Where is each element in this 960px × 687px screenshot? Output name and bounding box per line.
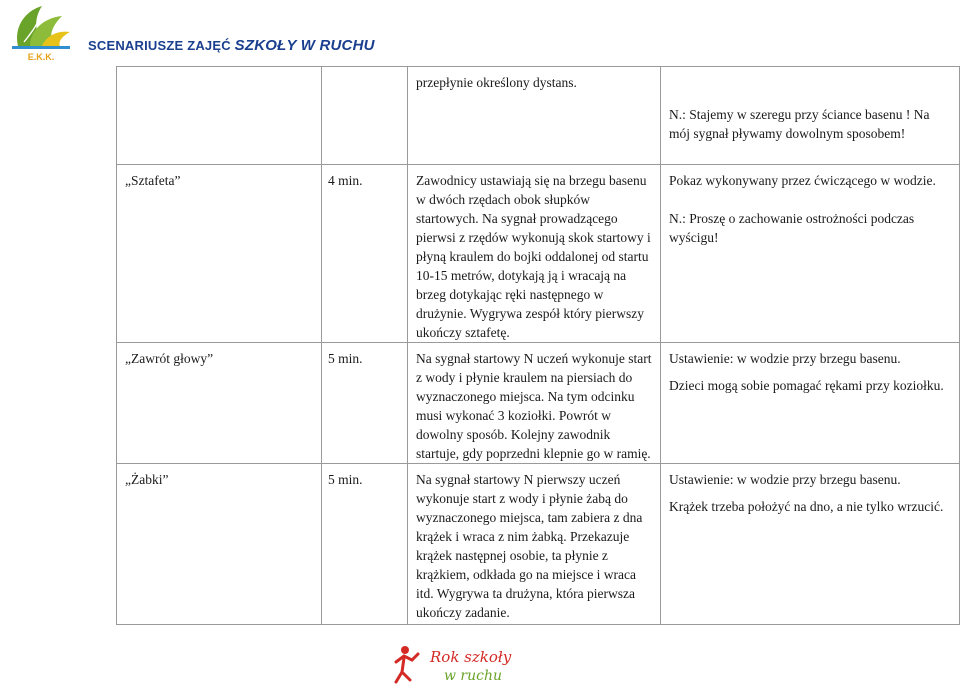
exercise-time-cell: 4 min. bbox=[322, 165, 408, 343]
series-title-emphasis: SZKOŁY W RUCHU bbox=[234, 37, 375, 54]
exercise-name-cell: „Sztafeta” bbox=[117, 165, 322, 343]
exercise-description-cell bbox=[408, 165, 661, 343]
exercise-time-cell: 5 min. bbox=[322, 464, 408, 625]
exercise-time-cell bbox=[322, 67, 408, 165]
exercise-description-cell bbox=[408, 464, 661, 625]
rok-szkoly-w-ruchu-logo bbox=[392, 642, 512, 686]
description-text: Na sygnał startowy N pierwszy uczeń wykonuje start z wody i płynie żabą do wyznaczonego miejsca, tam zabiera z dna krążek i wraca z nim żabką. Przekazuje krążek następnej osobie, ta płynie z krążkiem, odkłada go na miejsce i wraca itd. Wygrywa ta drużyna, która pierwsza ukończy zadanie. bbox=[416, 472, 643, 620]
exercise-notes-cell bbox=[661, 67, 960, 165]
exercise-name-cell: „Żabki” bbox=[117, 464, 322, 625]
svg-text:E.K.K.: E.K.K. bbox=[27, 52, 55, 62]
exercise-name-cell bbox=[117, 67, 322, 165]
exercise-notes-cell bbox=[661, 343, 960, 464]
notes-text: N.: Proszę o zachowanie ostrożności podczas wyścigu! bbox=[669, 211, 915, 245]
page-header bbox=[0, 0, 960, 70]
table-row bbox=[117, 343, 960, 464]
table-row bbox=[117, 67, 960, 165]
exercise-notes-cell bbox=[661, 165, 960, 343]
table-row bbox=[117, 464, 960, 625]
exercise-time-cell: 5 min. bbox=[322, 343, 408, 464]
lesson-plan-table bbox=[116, 66, 960, 625]
series-title bbox=[88, 37, 375, 54]
table-row bbox=[117, 165, 960, 343]
notes-text: Ustawienie: w wodzie przy brzegu basenu. bbox=[669, 472, 901, 487]
svg-text:w ruchu: w ruchu bbox=[444, 668, 503, 684]
exercise-notes-cell bbox=[661, 464, 960, 625]
notes-text: Ustawienie: w wodzie przy brzegu basenu. bbox=[669, 351, 901, 366]
description-text: przepłynie określony dystans. bbox=[416, 75, 577, 90]
exercise-name-cell: „Zawrót głowy” bbox=[117, 343, 322, 464]
series-title-plain: SCENARIUSZE ZAJĘĆ bbox=[88, 38, 231, 53]
description-text: Zawodnicy ustawiają się na brzegu basenu w dwóch rzędach obok słupków startowych. Na sygnał prowadzącego pierwsi z rzędów wykonują skok startowy i płyną kraulem do bojki oddalonej od startu 10-15 metrów, dotykają ją i wracają na brzeg dotykając ręki następnego w drużynie. Wygrywa zespół który pierwszy ukończy sztafetę. bbox=[416, 173, 651, 340]
exercise-description-cell bbox=[408, 67, 661, 165]
svg-text:Rok szkoły: Rok szkoły bbox=[430, 648, 512, 666]
ekk-logo bbox=[8, 2, 74, 64]
description-text: Na sygnał startowy N uczeń wykonuje start z wody i płynie kraulem na piersiach do wyznaczonego miejsca. Na tym odcinku musi wykonać 3 koziołki. Powrót w dowolny sposób. Kolejny zawodnik startuje, gdy poprzedni klepnie go w ramię. bbox=[416, 351, 652, 461]
notes-text: Dzieci mogą sobie pomagać rękami przy koziołku. bbox=[669, 378, 944, 393]
notes-text: Krążek trzeba położyć na dno, a nie tylko wrzucić. bbox=[669, 499, 944, 514]
exercise-description-cell bbox=[408, 343, 661, 464]
notes-text: N.: Stajemy w szeregu przy ściance basenu ! Na mój sygnał pływamy dowolnym sposobem! bbox=[669, 107, 930, 141]
notes-text: Pokaz wykonywany przez ćwiczącego w wodzie. bbox=[669, 173, 936, 188]
